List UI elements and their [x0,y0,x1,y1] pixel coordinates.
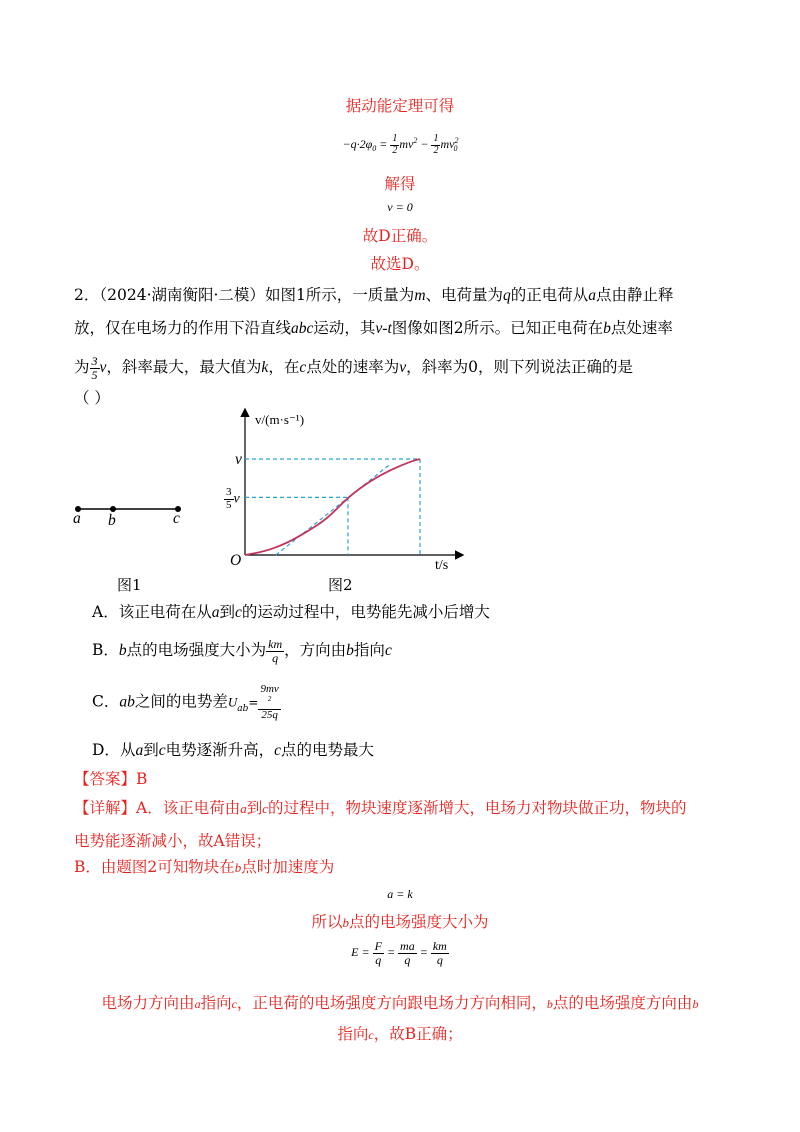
figure-2-chart [212,405,472,580]
figure-1-line [68,490,188,530]
label-c: c [173,510,180,527]
answer-blank-paren: （ ） [74,389,110,407]
x-axis-label: t/s [435,558,449,573]
label-b: b [108,512,116,529]
equation-v-zero: v = 0 [387,200,413,214]
line-so-field-strength: 所以b点的电场强度大小为 [311,913,489,931]
vt-curve [245,459,420,555]
line-d-correct: 故D正确。 [362,227,438,245]
figure-1-caption: 图1 [117,576,142,594]
equation-a-equals-k: a = k [387,887,413,901]
option-a[interactable]: A．该正电荷在从a到c的运动过程中，电势能先减小后增大 [92,603,490,621]
answer-line: 【答案】B [74,770,148,788]
y-tick-three-fifths-v: $\frac{3}{5}$ v [226,486,240,511]
equation-e-field: E = $\frac{F}{q}$ = $\frac{ma}{q}$ = $\frac{km}{q}$ [351,939,447,967]
line-choose-d: 故选D。 [370,255,430,273]
option-c[interactable]: C．ab之间的电势差$U_{ab}=$ 9mv $^2$ 25q [92,683,279,721]
line-kinetic-theorem: 据动能定理可得 [345,97,455,115]
label-a: a [73,510,81,527]
figure-2-caption: 图2 [328,576,353,594]
detail-a: 【详解】A．该正电荷由a到c的过程中，物块速度逐渐增大，电场力对物块做正功，物块的 电势能逐渐减小，故A错误； [74,799,687,850]
option-d[interactable]: D．从a到c电势逐渐升高，c点的电势最大 [92,741,375,759]
question-2-text: 2．（2024·湖南衡阳·二模）如图1所示，一质量为m、电荷量为q的正电荷从a点由静止释 放，仅在电场力的作用下沿直线abc运动，其v-t图像如图2所示。已知正电荷在b点处速率 为 $\frac{3}{5}$ v，斜率最大，最大值为k，在c点处的速率为v，斜率为0，则下列说法正确的是 [74,286,674,382]
tangent-line-at-b [276,465,389,555]
line-solve: 解得 [384,175,416,193]
y-tick-v: v [235,451,242,468]
detail-b-conclusion: 电场力方向由a指向c，正电荷的电场强度方向跟电场力方向相同，b点的电场强度方向由b 指向c，故B正确； [101,994,699,1043]
detail-b-intro: B．由题图2可知物块在b点时加速度为 [74,858,335,876]
origin-label: O [230,552,242,569]
equation-kinetic-energy: $-q\cdot 2\varphi_0$ = $\frac{1}{2}$ $mv^2$ − $\frac{1}{2}$ $mv^2_0$ [342,133,459,156]
y-axis-label: v/(m·s⁻¹) [255,412,305,427]
option-b[interactable]: B．b点的电场强度大小为 $\frac{km}{q}$ ，方向由b指向c [92,637,392,665]
